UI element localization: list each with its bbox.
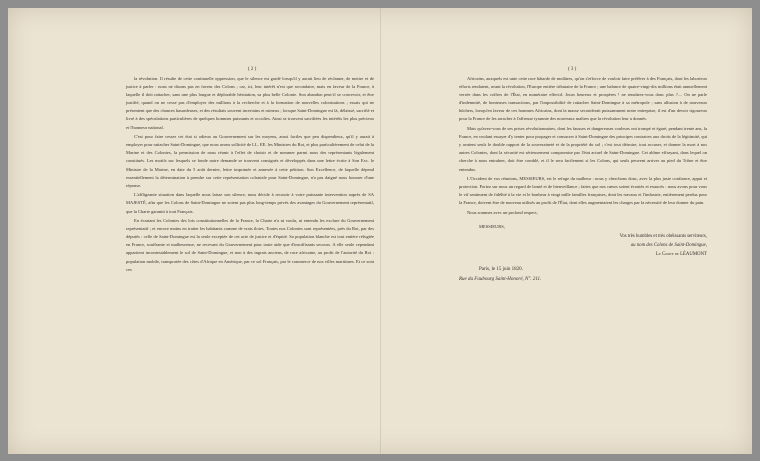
- right-paragraph-3: L'Occident de vos réunions, MESSIEURS, est le refuge du malheur : nous y cherchons donc, avec la plus juste confiance, appui et protection. Portez sur nous un regard de bonté et de bienveillance ; faites que nos cœurs soient écoutés et exaucés : nous avons pour vous le vif sentiment de fidélité à la vie et le bonheur à vingt mille familles françaises, dont les travaux et l'industrie, entièrement perdus pour la France, doivent être de nouveau utilisés au profit de l'État, dont elles augmentaient les charges par la nécessité de leur donner du pain.: [459, 176, 707, 206]
- left-paragraph-4: En écartant les Colonies des lois constitutionnelles de la France, la Charte n'a ni voulu, ni entendu les exclure du Gouvernement représentatif ; et encore moins en traiter les habitants comme de vrais ilotes. Toutes nos Colonies sont représentées, près du Roi, par des députés : celle de Saint-Domingue est la seule exceptée de cet acte de justice et d'équité. Sa population blanche est tout entière réfugiée en France, souffrante et malheureuse, ne recevant du Gouvernement pour toute aide que d'insuffisants secours. A elle seule cependant appartient incontestablement le sol de Saint-Domingue, et non à des ingrats anciens, de race africaine, au profit de l'autorité du Roi : population mobile, transportée des côtes d'Afrique en Amérique, par ce sol Français, par le commerce de nos villes maritimes. Et ce sont ces: [126, 218, 374, 272]
- right-paragraph-4: Nous sommes avec un profond respect,: [467, 210, 538, 215]
- left-paragraph-3: L'affligeante situation dans laquelle nous laisse son silence, nous décide à recourir à votre puissante intervention auprès de SA MAJESTÉ, afin que les Colons de Saint-Domingue ne soient pas plus long-temps privés des avantages du Gouvernement représentatif, que la Charte garantit à tout Français.: [126, 192, 374, 214]
- closing-line-1: Vos très humbles et très obéissants serviteurs,: [619, 234, 707, 240]
- signature: Le Comte de LÉAUMONT: [656, 252, 707, 258]
- left-paragraph-2: C'est pour faire cesser cet état si odieux au Gouvernement sur les moyens, aussi faciles que peu dispendieux, qu'il y aurait à employer pour rattacher Saint-Domingue, que nous avons sollicité de LL. EE. les Ministres du Roi, et plus particulièrement de celui de la Marine et des Colonies, la permission de nous réunir à l'effet de choisir et de nommer parmi nous des représentants légalement constitués. Les motifs sur lesquels se fonde notre demande se trouvent consignés et développés dans une lettre écrite à Son Exc. le Ministre de la Marine, en date du 5 août dernier, lettre imprimée et annexée à cette pétition. Son Excellence, de laquelle dépend essentiellement la détermination à prendre sur cette représentation coloniale pour Saint-Domingue, n'a pas daigné nous honorer d'une réponse.: [126, 134, 374, 188]
- left-page: [126, 75, 374, 275]
- right-page-number: ( 3 ): [568, 67, 577, 72]
- address: Rue du Faubourg Saint-Honoré, N°. 211.: [459, 277, 542, 283]
- left-paragraph-1: la révolution. Il résulte de cette continuelle oppression, que le silence est gardé lorsqu'il y aurait lieu de réclamer, de mettre et de justice à parler : nous ne disons pas en faveur des Colons ; car, ici, leur intérêt n'est que secondaire, mais en faveur de la France, à laquelle il doit rattacher, sans une plus longue et déplorable hésitation, sa plus belle Colonie. Son abandon peut-il se concevoir, et être justifié, quand on ne cesse pas d'employer des millions à la recherche et à la formation de nouvelles colonisations ; essais qui ne présentent que des chances hasardeuses, et des résultats souvent incertains et ruineux ; lorsque Saint-Domingue est là, délaissé, sacrifié et livré à des spéculations particulières de quelques hommes puissants et occultes. Ainsi se trouvent sacrifiées les intérêts les plus précieux et l'honneur national.: [126, 76, 374, 130]
- closing-line-2: au nom des Colons de Saint-Domingue,: [630, 243, 707, 249]
- right-paragraph-1: Africains, auxquels est unie cette race bâtarde de mulâtres, qu'on s'efforce de vouloir faire préférer à des Français, dont les laborieux efforts rendaient, avant la révolution, l'Europe entière tributaire de la France ; une balance de quatre-vingt-dix millions était annuellement versée dans les coffres de l'État, en numéraire effectif. Jours heureux et prospères ! ne renaîtrez-vous donc plus ?.... On ne parle d'indemnité, de honteuses transactions, par l'impossibilité de rattacher Saint-Domingue à sa métropole ; sans allusion à de nouveaux bûchers, lorsqu'en faveur de ces hommes Africains, dont la masse seconderait puissamment notre entreprise, il est d'un devoir rigoureux pour la France de les arracher à l'affreuse tyrannie des nouveaux maîtres que la révolution leur a donnés.: [459, 76, 707, 122]
- document-sheet: [8, 8, 752, 454]
- place-date: Paris, le 15 juin 1820.: [479, 267, 523, 273]
- right-page: [459, 75, 707, 285]
- right-paragraph-2: Mais qu'avez-vous de ses prises révolutionnaires, dont les fausses et dangereuses couleurs ont trompé et égaré, pendant trente ans, la France, en voulant essayer d'y tenter pour propager et consacrer à Saint-Domingue des principes contraires aux droits de la légitimité, qui y avaient seuls le double rapport de la souveraineté et de la propriété du sol ; c'est tout détruire, tout accuser, et donner la mort à nos autres Colonies, dont la sécurité est sérieusement compromise par l'état actuel de Saint-Domingue. Cet abîme effrayant, dans lequel on cherche à nous entraîner, doit être comblé, et il le sera facilement si les Colons, qui seuls peuvent arriver au pied du Trône et être entendus.: [459, 126, 707, 172]
- salutation: MESSIEURS,: [479, 223, 505, 229]
- center-fold: [380, 8, 382, 454]
- left-page-number: ( 2 ): [248, 67, 257, 72]
- place-date-block: [459, 265, 707, 285]
